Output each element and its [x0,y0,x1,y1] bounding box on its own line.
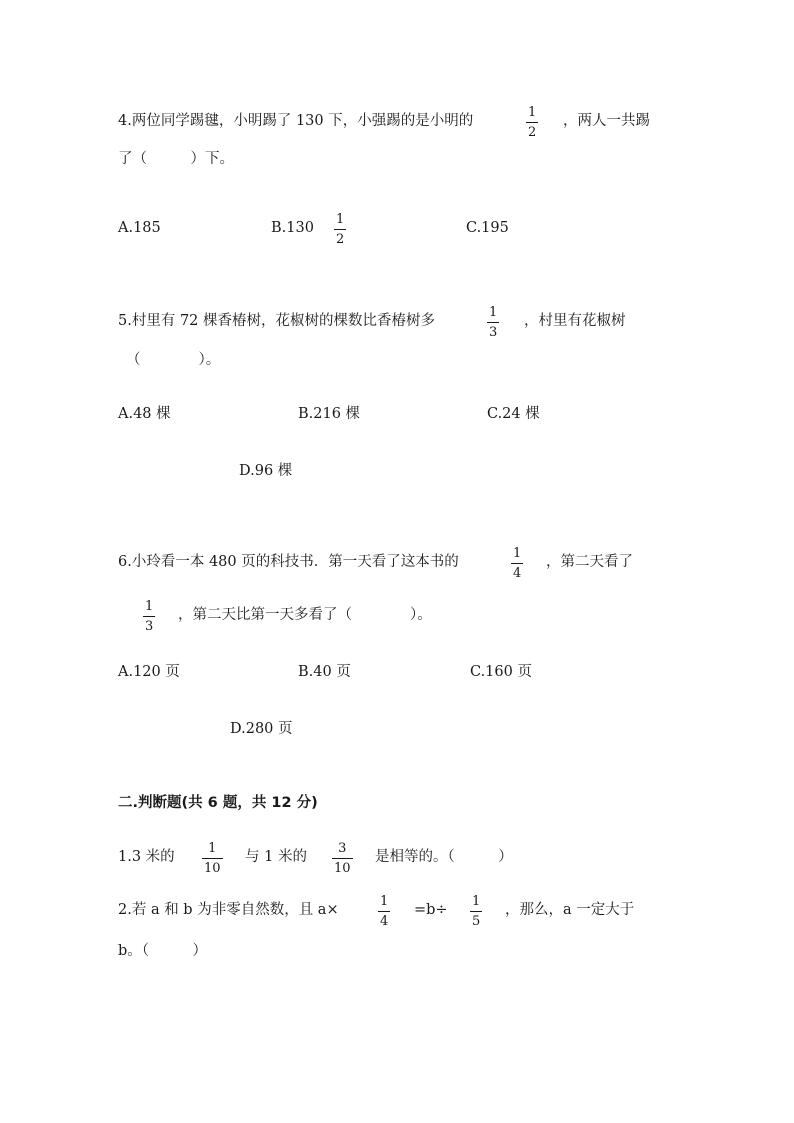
fraction-numerator: 1 [513,546,522,561]
q6-line1-b: ，第二天看了 [546,554,633,570]
fraction-denominator: 10 [334,861,351,876]
q4-fraction [526,106,538,139]
q6-fraction-1 [511,547,523,580]
j2-part-a: 2.若 a 和 b 为非零自然数，且 a× [118,902,339,918]
q5-fraction [487,306,499,339]
q5-option-a: A.48 棵 [118,406,171,422]
q4-option-b-fraction [334,213,346,246]
fraction-numerator: 1 [336,212,345,227]
q6-option-a: A.120 页 [118,664,180,680]
fraction-numerator: 1 [380,894,389,909]
fraction-numerator: 1 [472,894,481,909]
fraction-numerator: 1 [489,305,498,320]
j1-fraction-1 [202,842,223,875]
fraction-denominator: 2 [336,232,345,247]
fraction-denominator: 10 [204,861,221,876]
fraction-denominator: 3 [489,325,498,340]
fraction-numerator: 1 [208,841,217,856]
fraction-denominator: 2 [528,125,537,140]
q5-line1-a: 5.村里有 72 棵香椿树，花椒树的棵数比香椿树多 [118,313,436,329]
j1-fraction-2 [332,842,353,875]
fraction-denominator: 5 [472,914,481,929]
q5-line1-b: ，村里有花椒树 [524,313,626,329]
j1-part-b: 与 1 米的 [245,849,307,865]
q5-option-d: D.96 棵 [239,463,293,479]
fraction-denominator: 4 [513,566,522,581]
j1-part-c: 是相等的。（ ） [375,849,513,865]
q4-line1-a: 4.两位同学踢毽，小明踢了 130 下，小强踢的是小明的 [118,113,474,129]
fraction-numerator: 1 [528,105,537,120]
q6-fraction-2 [143,600,155,633]
j1-part-a: 1.3 米的 [118,849,175,865]
q5-option-b: B.216 棵 [298,406,361,422]
q5-line2: （ ）。 [126,352,221,368]
j2-part-c: ，那么，a 一定大于 [505,902,635,918]
q4-option-b: B.130 [271,220,314,236]
j2-part-b: =b÷ [414,902,448,918]
fraction-denominator: 3 [145,619,154,634]
fraction-numerator: 3 [338,841,347,856]
q4-line2: 了（ ）下。 [118,151,234,167]
j2-fraction-1 [378,895,390,928]
q6-option-d: D.280 页 [230,721,293,737]
q6-option-c: C.160 页 [470,664,532,680]
j2-line2: b。（ ） [118,943,208,959]
q6-option-b: B.40 页 [298,664,351,680]
q6-line2: ，第二天比第一天多看了（ ）。 [178,607,432,623]
section-heading: 二.判断题(共 6 题，共 12 分) [118,795,318,811]
q4-option-a: A.185 [118,220,161,236]
q5-option-c: C.24 棵 [487,406,540,422]
fraction-numerator: 1 [145,599,154,614]
q4-option-c: C.195 [466,220,509,236]
q6-line1-a: 6.小玲看一本 480 页的科技书．第一天看了这本书的 [118,554,459,570]
q4-line1-b: ，两人一共踢 [563,113,650,129]
fraction-denominator: 4 [380,914,389,929]
j2-fraction-2 [470,895,482,928]
